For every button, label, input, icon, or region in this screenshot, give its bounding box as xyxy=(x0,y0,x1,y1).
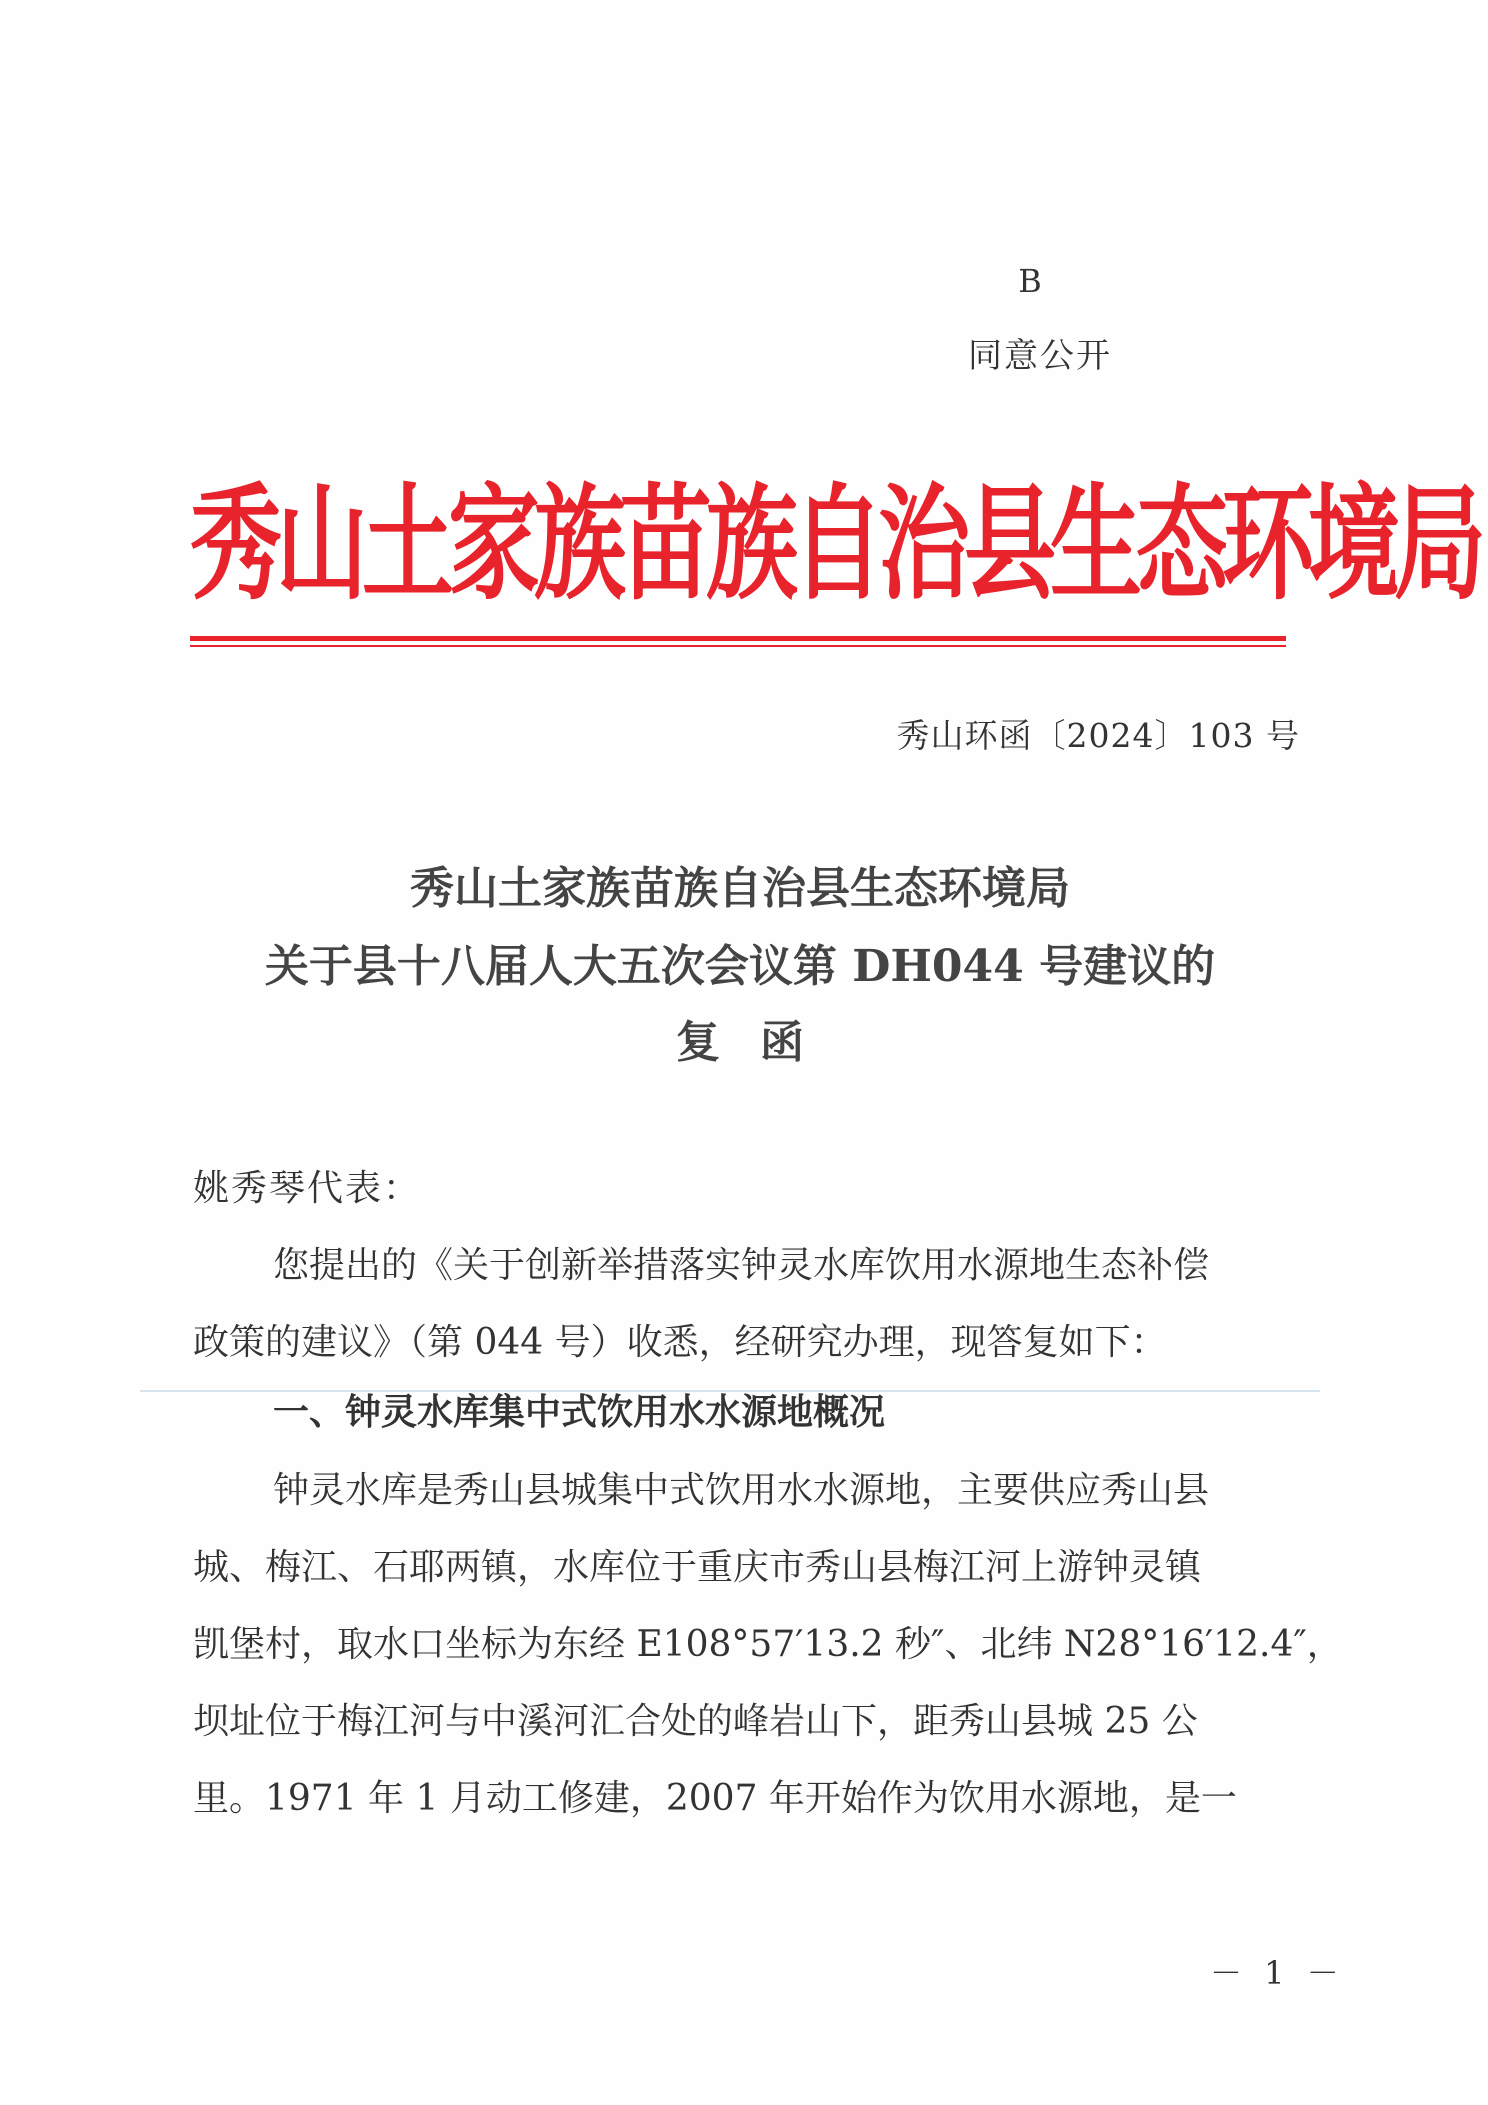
paragraph-1-line-1: 钟灵水库是秀山县城集中式饮用水水源地，主要供应秀山县 xyxy=(273,1470,1210,1511)
classification-mark: B xyxy=(1018,262,1042,300)
salutation: 姚秀琴代表： xyxy=(193,1168,422,1209)
disclosure-status: 同意公开 xyxy=(968,336,1112,376)
section-1-heading: 一、钟灵水库集中式饮用水水源地概况 xyxy=(273,1392,886,1433)
red-divider xyxy=(190,636,1286,641)
paragraph-1-line-4: 坝址位于梅江河与中溪河汇合处的峰岩山下，距秀山县城 25 公 xyxy=(193,1701,1198,1742)
page-number: － 1 － xyxy=(1210,1954,1345,1992)
red-divider-thin xyxy=(190,645,1286,647)
title-line-3: 复函 xyxy=(676,1017,844,1068)
intro-line-2: 政策的建议》（第 044 号）收悉，经研究办理，现答复如下： xyxy=(193,1322,1167,1363)
title-line-1: 秀山土家族苗族自治县生态环境局 xyxy=(410,863,1070,914)
issuer-heading: 秀山土家族苗族自治县生态环境局 xyxy=(190,472,1481,617)
paragraph-1-line-3: 凯堡村，取水口坐标为东经 E108°57′13.2 秒″、北纬 N28°16′12.4″， xyxy=(193,1624,1343,1665)
intro-line-1: 您提出的《关于创新举措落实钟灵水库饮用水源地生态补偿 xyxy=(273,1245,1210,1286)
paragraph-1-line-5: 里。1971 年 1 月动工修建，2007 年开始作为饮用水源地，是一 xyxy=(193,1778,1237,1819)
title-line-2: 关于县十八届人大五次会议第 DH044 号建议的 xyxy=(264,941,1216,992)
document-number: 秀山环函〔2024〕103 号 xyxy=(896,716,1300,755)
paragraph-1-line-2: 城、梅江、石耶两镇，水库位于重庆市秀山县梅江河上游钟灵镇 xyxy=(193,1547,1202,1588)
